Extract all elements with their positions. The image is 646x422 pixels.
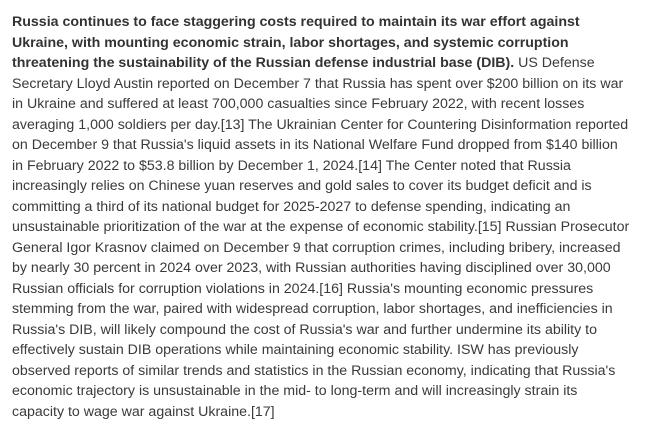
- footnote-14: [14]: [358, 157, 382, 174]
- sentence-austin: US Defense Secretary Lloyd Austin reported on December 7 that Russia has spent over $200 billion on its war in Ukraine and suffered at least 700,000 casualties since February 2022, with recent losses averaging 1,000 soldiers per day.: [12, 55, 624, 133]
- sentence-corruption: Russian Prosecutor General Igor Krasnov claimed on December 9 that corruption crimes, including bribery, increased by nearly 30 percent in 2024 over 2023, with Russian authorities having disciplined over 30,000 Russian officials for corruption violations in 2024.: [12, 219, 630, 297]
- footnote-17: [17]: [250, 403, 275, 420]
- footnote-16: [16]: [319, 280, 343, 297]
- footnote-13: [13]: [220, 116, 245, 133]
- article-paragraph: [12, 12, 630, 422]
- sentence-assessment: Russia's mounting economic pressures stemming from the war, paired with widespread corruption, labor shortages, and inefficiencies in Russia's DIB, will likely compound the cost of Russia's war and further undermine its ability to effectively sustain DIB operations while maintaining economic stability. ISW has previously observed reports of similar trends and statistics in the Russian economy, indicating that Russia's economic trajectory is unsustainable in the mid- to long-term and will increasingly strain its capacity to wage war against Ukraine.: [12, 280, 616, 420]
- sentence-welfare-fund: The Ukrainian Center for Countering Disinformation reported on December 9 that Russia's liquid assets in its National Welfare Fund dropped from $140 billion in February 2022 to $53.8 billion by December 1, 2024.: [12, 116, 629, 174]
- sentence-budget: The Center noted that Russia increasingly relies on Chinese yuan reserves and gold sales to cover its budget deficit and is committing a third of its national budget for 2025-2027 to defense spending, indicating an unsustainable prioritization of the war at the expense of economic stability.: [12, 157, 592, 235]
- article-body: [12, 12, 630, 422]
- footnote-15: [15]: [477, 219, 502, 235]
- lead-sentence: Russia continues to face staggering costs required to maintain its war effort against Ukraine, with mounting economic strain, labor shortages, and systemic corruption threatening the sustainability of the Russian defense industrial base (DIB).: [12, 14, 580, 71]
